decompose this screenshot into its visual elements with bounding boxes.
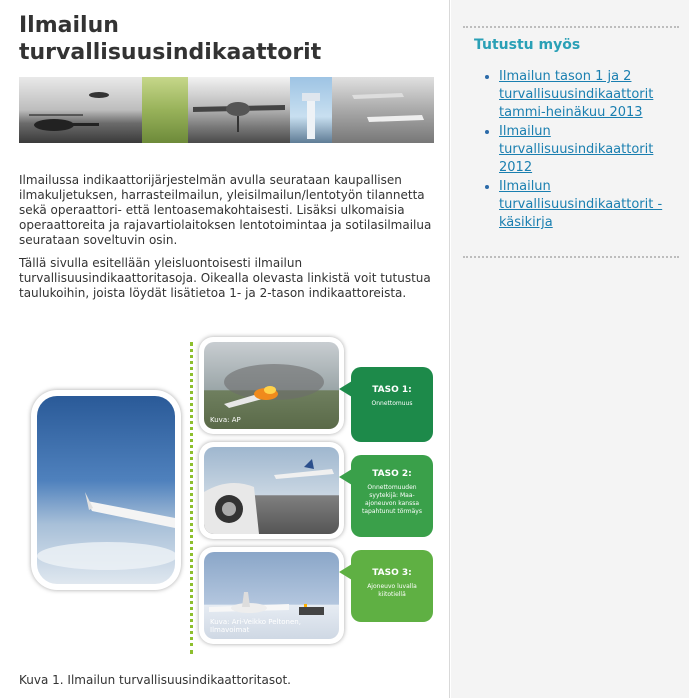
page-title-line2: turvallisuusindikaattorit [19,40,322,65]
description-paragraph: Tällä sivulla esitellään yleisluontoisesti ilmailun turvallisuusindikaattoritasoja. Oikealla olevasta linkistä voit tutustua taulukoihin, joista löydät lisätietoa 1- ja 2-tason indikaattoreista. [19,256,431,300]
intro-paragraph: Ilmailussa indikaattorijärjestelmän avulla seurataan kaupallisen ilmakuljetuksen, harrasteilmailun, yleisilmailun/lentotyön tilannetta sekä operaattori- että lentoasemakohtaisesti. Lisäksi ulkomaisia operaattoreita ja rajavartiolaitoksen lentotoimintaa ja sotilasilmailua seurataan soveltuvin osin. [19,173,432,247]
sidebar [451,0,689,698]
level-1-title: TASO 1: [372,385,412,395]
link-indicators-2013[interactable]: Ilmailun tason 1 ja 2 turvallisuusindikaattorit tammi-heinäkuu 2013 [499,69,654,120]
see-also-item [499,123,675,177]
accident-photo-credit: Kuva: AP [210,416,241,424]
level-3-bubble [351,550,433,622]
dotted-divider [190,342,193,654]
runway-photo-credit: Kuva: Ari-Veikko Peltonen, Ilmavoimat [210,618,301,634]
banner-photo-control-tower [290,77,332,143]
link-indicators-handbook[interactable]: Ilmailun turvallisuusindikaattorit -käsikirja [499,179,663,230]
ground-vehicle-collision-photo [199,442,344,539]
level-1-bubble [351,367,433,442]
page-title-line1: Ilmailun [19,13,119,38]
page-title [19,12,439,66]
banner-image [19,77,434,143]
see-also-item [499,68,675,122]
airplane-wing-photo [31,390,181,590]
level-2-title: TASO 2: [372,469,412,479]
runway-vehicle-photo [199,547,344,644]
banner-photo-propeller-plane [188,77,290,143]
indicator-levels-figure [19,337,439,657]
accident-photo [199,337,344,434]
level-2-bubble [351,455,433,537]
banner-photo-apron [332,77,434,143]
banner-photo-helicopters [19,77,142,143]
banner-photo-grass [142,77,188,143]
see-also-list [463,68,675,233]
level-1-text: Onnettomuus [371,400,413,407]
level-3-title: TASO 3: [372,568,412,578]
see-also-heading: Tutustu myös [474,37,581,53]
see-also-item [499,178,675,232]
link-indicators-2012[interactable]: Ilmailun turvallisuusindikaattorit 2012 [499,124,654,175]
figure-caption: Kuva 1. Ilmailun turvallisuusindikaattoritasot. [19,673,291,687]
level-2-text: Onnettomuuden syytekijä: Maa-ajoneuvon kanssa tapahtunut törmäys [362,484,422,515]
level-3-text: Ajoneuvo luvalla kiitotiellä [367,583,417,598]
see-also-box [463,26,679,258]
